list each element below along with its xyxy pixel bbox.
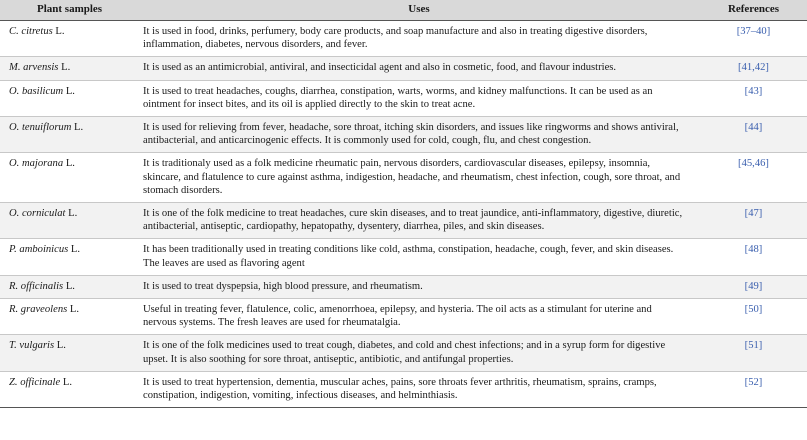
plant-name [0, 371, 138, 407]
plant-name [0, 57, 138, 80]
table-row [0, 275, 807, 298]
species-name: M. arvensis [9, 62, 59, 74]
uses-text: It is used in food, drinks, perfumery, body care products, and soap manufacture and also in treating digestive disorders, inflammation, diabetes, nervous disorders, and fever. [138, 21, 700, 57]
author-abbrev: L. [56, 340, 66, 352]
species-name: R. graveolens [9, 304, 68, 316]
plant-name [0, 299, 138, 335]
species-name: P. amboinicus [9, 244, 69, 256]
uses-text: It is used to treat hypertension, dementia, muscular aches, pains, sore throats fever arthritis, rheumatism, sprains, cramps, constipation, indigestion, vomiting, infectious diseases, and helminthiasis. [138, 371, 700, 407]
author-abbrev: L. [62, 376, 72, 388]
reference-link[interactable]: [50] [700, 299, 807, 335]
table-row [0, 57, 807, 80]
uses-text: It is one of the folk medicines used to treat cough, diabetes, and cold and chest infections; and in a syrup form for digestive upset. It is also soothing for sore throat, antiseptic, antibiotic, and antifungal properties. [138, 335, 700, 371]
plant-name [0, 275, 138, 298]
plant-name [0, 153, 138, 203]
table-row [0, 371, 807, 407]
plant-name [0, 80, 138, 116]
uses-text: It is used to treat dyspepsia, high blood pressure, and rheumatism. [138, 275, 700, 298]
table-row [0, 117, 807, 153]
plant-name [0, 117, 138, 153]
reference-link[interactable]: [49] [700, 275, 807, 298]
author-abbrev: L. [55, 26, 65, 37]
header-uses: Uses [138, 0, 700, 21]
uses-text: Useful in treating fever, flatulence, colic, amenorrhoea, epilepsy, and hysteria. The oil acts as a stimulant for uterine and nervous systems. The fresh leaves are used for rheumatalgia. [138, 299, 700, 335]
header-references: References [700, 0, 807, 21]
reference-link[interactable]: [48] [700, 239, 807, 275]
author-abbrev: L. [65, 85, 75, 97]
species-name: O. corniculat [9, 208, 66, 220]
reference-link[interactable]: [41,42] [700, 57, 807, 80]
species-name: O. basilicum [9, 85, 64, 97]
header-row [0, 0, 807, 21]
uses-text: It is used to treat headaches, coughs, diarrhea, constipation, warts, worms, and kidney malfunctions. It can be used as an ointment for insect bites, and its oil is applied directly to the skin to treat acne. [138, 80, 700, 116]
author-abbrev: L. [69, 304, 80, 316]
reference-link[interactable]: [45,46] [700, 153, 807, 203]
table-row [0, 80, 807, 116]
table-row [0, 203, 807, 239]
plant-name [0, 335, 138, 371]
author-abbrev: L. [74, 122, 84, 134]
species-name: T. vulgaris [9, 340, 55, 352]
plant-name [0, 21, 138, 57]
species-name: O. majorana [9, 158, 64, 170]
species-name: C. citretus [9, 26, 53, 37]
uses-text: It is used as an antimicrobial, antiviral, and insecticidal agent and also in cosmetic, food, and flavour industries. [138, 57, 700, 80]
table-row [0, 335, 807, 371]
table-row [0, 21, 807, 57]
table-row [0, 299, 807, 335]
plant-name [0, 203, 138, 239]
reference-link[interactable]: [37–40] [700, 21, 807, 57]
table-row [0, 153, 807, 203]
author-abbrev: L. [70, 244, 81, 256]
uses-text: It has been traditionally used in treating conditions like cold, asthma, constipation, headache, cough, fever, and skin diseases. The leaves are used as flavoring agent [138, 239, 700, 275]
uses-text: It is one of the folk medicine to treat headaches, cure skin diseases, and to treat jaundice, anti-inflammatory, digestive, diuretic, antibacterial, antiseptic, cardiopathy, hepatopathy, dysentery, diarrhea, piles, and skin diseases. [138, 203, 700, 239]
reference-link[interactable]: [51] [700, 335, 807, 371]
species-name: O. tenuiflorum [9, 122, 72, 134]
author-abbrev: L. [61, 62, 71, 74]
plant-name [0, 239, 138, 275]
author-abbrev: L. [68, 208, 78, 220]
reference-link[interactable]: [43] [700, 80, 807, 116]
uses-text: It is used for relieving from fever, headache, sore throat, itching skin disorders, and issues like ringworms and shows antiviral, antibacterial, and anticarcinogenic effects. It is commonly used for cold, cough, flu, and chest congestion. [138, 117, 700, 153]
author-abbrev: L. [65, 158, 75, 170]
species-name: R. officinalis [9, 280, 64, 292]
reference-link[interactable]: [52] [700, 371, 807, 407]
header-plant-samples: Plant samples [0, 0, 138, 21]
reference-link[interactable]: [47] [700, 203, 807, 239]
species-name: Z. officinale [9, 376, 61, 388]
uses-text: It is traditionaly used as a folk medicine rheumatic pain, nervous disorders, cardiovascular diseases, epilepsy, insomnia, skincare, and flatulence to cure against asthma, indigestion, headache, and rheumatism, chest infection, cough, sore throat, and stomach disorders. [138, 153, 700, 203]
reference-link[interactable]: [44] [700, 117, 807, 153]
table-row [0, 239, 807, 275]
author-abbrev: L. [65, 280, 75, 292]
